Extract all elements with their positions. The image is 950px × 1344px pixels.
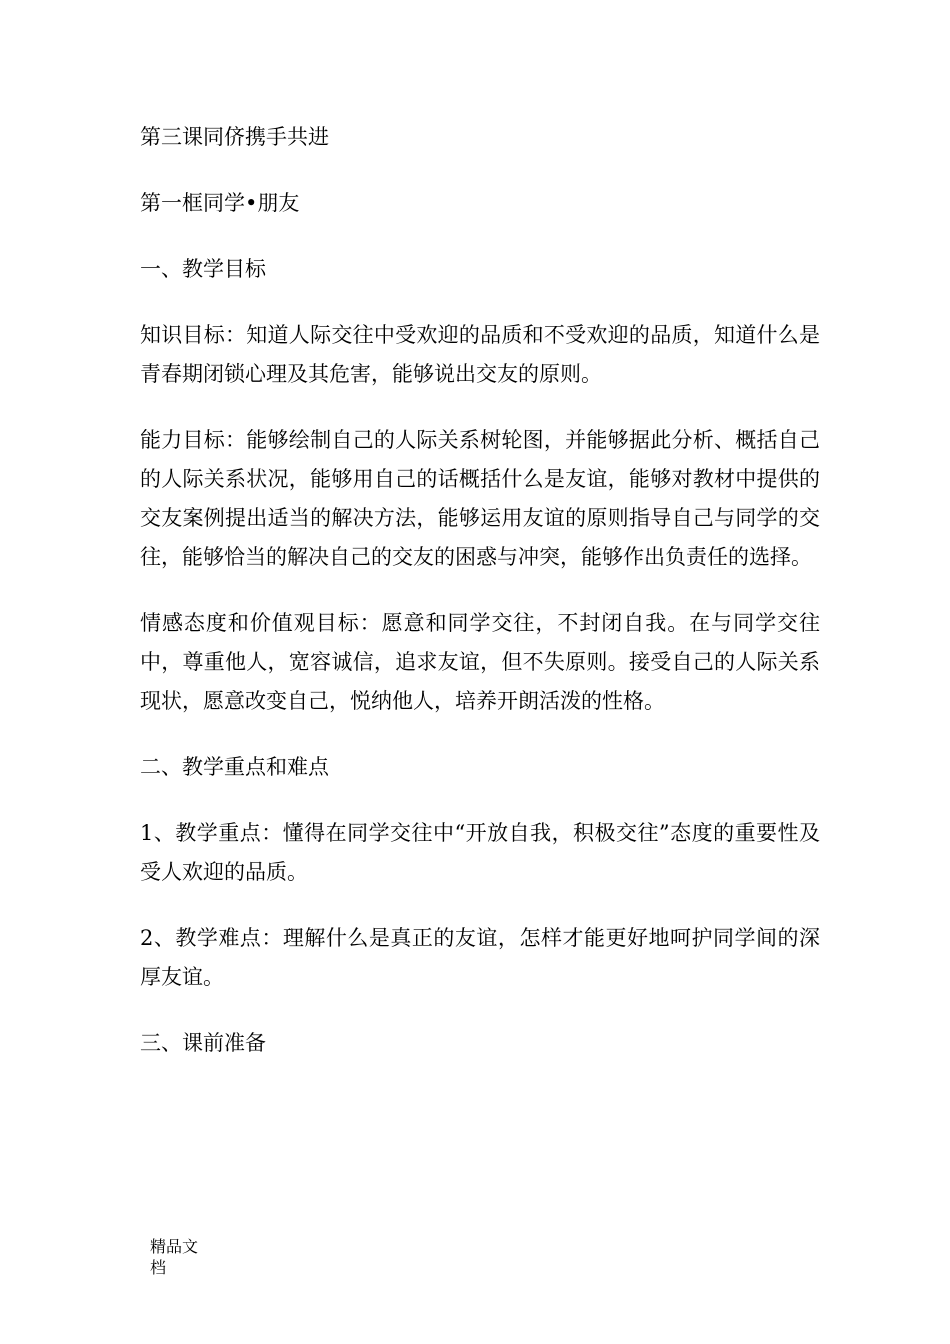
heading-preparation: 三、课前准备 [140, 1031, 266, 1055]
emotion-goal-paragraph: 情感态度和价值观目标：愿意和同学交往，不封闭自我。在与同学交往中，尊重他人，宽容诚信，追求友谊，但不失原则。接受自己的人际关系现状，愿意改变自己，悦纳他人，培养开朗活泼的性格。 [140, 611, 820, 713]
lesson-title: 第三课同侪携手共进 [140, 125, 329, 149]
document-body [140, 118, 820, 1090]
heading-teaching-goals: 一、教学目标 [140, 257, 266, 281]
section-title: 第一框同学•朋友 [140, 191, 300, 215]
footer-watermark: 精品文档 [150, 1237, 199, 1277]
knowledge-goal-paragraph: 知识目标：知道人际交往中受欢迎的品质和不受欢迎的品质，知道什么是青春期闭锁心理及其危害，能够说出交友的原则。 [140, 323, 820, 386]
key-point-paragraph: 1、教学重点：懂得在同学交往中“开放自我，积极交往”态度的重要性及受人欢迎的品质。 [140, 821, 820, 884]
heading-key-points: 二、教学重点和难点 [140, 755, 329, 779]
ability-goal-paragraph: 能力目标：能够绘制自己的人际关系树轮图，并能够据此分析、概括自己的人际关系状况，能够用自己的话概括什么是友谊，能够对教材中提供的交友案例提出适当的解决方法，能够运用友谊的原则指导自己与同学的交往，能够恰当的解决自己的交友的困惑与冲突，能够作出负责任的选择。 [140, 428, 820, 569]
difficulty-paragraph: 2、教学难点：理解什么是真正的友谊，怎样才能更好地呵护同学间的深厚友谊。 [140, 926, 820, 989]
